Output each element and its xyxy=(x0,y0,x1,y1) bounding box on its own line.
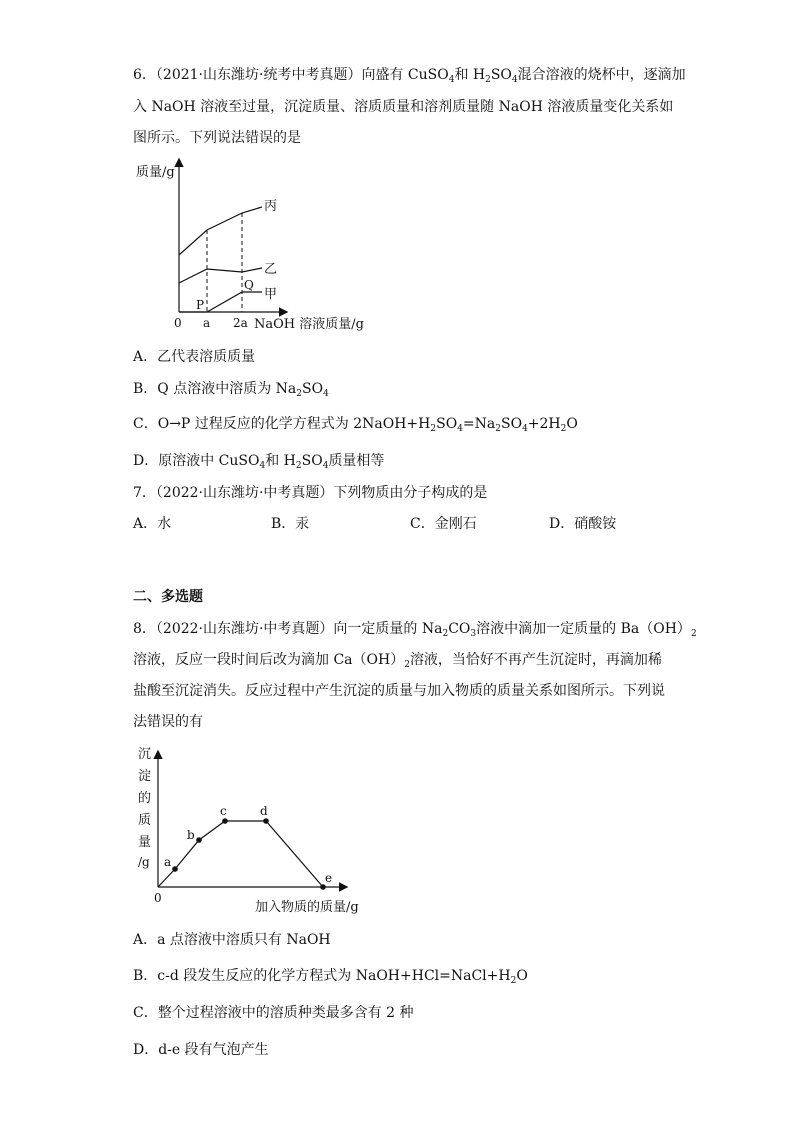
q8-label-c: c xyxy=(220,804,227,818)
subscript: 4 xyxy=(457,424,463,434)
q8-stem-line1 xyxy=(133,620,697,643)
q6-x-label: NaOH 溶液质量/g xyxy=(254,317,364,332)
q8-option-d[interactable]: D．d-e 段有气泡产生 xyxy=(133,1042,269,1058)
subscript: 2 xyxy=(690,629,697,639)
q6-y-label: 质量/g xyxy=(136,165,175,180)
option-text: +2H xyxy=(527,416,561,432)
q8-label-b: b xyxy=(187,828,195,842)
q6-text: 混合溶液的烧杯中，逐滴加 xyxy=(517,67,686,83)
q6-option-d[interactable] xyxy=(133,452,384,475)
q6-series xyxy=(179,207,262,312)
q6-label-jia: 甲 xyxy=(264,287,278,302)
option-text: O xyxy=(516,968,528,984)
subscript: 4 xyxy=(448,75,455,85)
q8-text: 溶液中滴加一定质量的 Ba（OH） xyxy=(476,621,691,637)
subscript: 2 xyxy=(404,660,410,670)
q8-text: 溶液，当恰好不再产生沉淀时，再滴加稀 xyxy=(409,652,662,668)
series-jia xyxy=(179,292,262,312)
option-text: D．原溶液中 CuSO xyxy=(133,453,260,469)
option-text: SO xyxy=(500,416,523,432)
option-text: B．c-d 段发生反应的化学方程式为 NaOH+HCl=NaCl+H xyxy=(133,968,511,984)
subscript: 2 xyxy=(430,424,437,434)
q8-y-label-2: 淀 xyxy=(138,769,152,784)
q7-stem: 7．（2022·山东潍坊·中考真题）下列物质由分子构成的是 xyxy=(133,485,488,501)
q6-stem-line2: 入 NaOH 溶液至过量，沉淀质量、溶质质量和溶剂质量随 NaOH 溶液质量变化关系如 xyxy=(133,99,674,115)
q8-origin: 0 xyxy=(154,891,162,905)
q8-stem-line4: 法错误的有 xyxy=(133,714,203,730)
q7-option-b[interactable]: B．汞 xyxy=(271,516,310,532)
q6-origin: 0 xyxy=(174,316,182,330)
q8-dot-d xyxy=(263,818,269,824)
q6-point-p: P xyxy=(196,298,205,312)
subscript: 2 xyxy=(295,461,302,471)
option-text: SO xyxy=(302,381,324,397)
q8-precipitate-curve xyxy=(158,821,323,887)
option-text: O xyxy=(566,416,578,432)
q8-x-label: 加入物质的质量/g xyxy=(255,900,359,915)
q8-text: CO xyxy=(448,621,471,637)
subscript: 3 xyxy=(470,629,477,639)
q6-number: 6． xyxy=(133,67,156,83)
subscript: 2 xyxy=(560,424,567,434)
q8-text: 溶液，反应一段时间后改为滴加 Ca（OH） xyxy=(133,652,405,668)
q8-stem-line2 xyxy=(133,651,662,674)
q8-dot-b xyxy=(196,837,202,843)
subscript: 2 xyxy=(510,976,517,986)
q8-label-e: e xyxy=(325,871,333,885)
subscript: 4 xyxy=(522,424,528,434)
subscript: 2 xyxy=(495,424,501,434)
q8-dot-e xyxy=(320,884,326,890)
q6-stem-line3: 图所示。下列说法错误的是 xyxy=(133,130,301,146)
option-text: 和 H xyxy=(265,453,296,469)
q8-option-b[interactable] xyxy=(133,967,528,990)
q8-y-label-3: 的 xyxy=(138,791,152,806)
subscript: 4 xyxy=(322,461,329,471)
q6-tick-2a: 2a xyxy=(233,316,248,330)
q6-tick-a: a xyxy=(203,316,211,330)
q8-y-label-4: 质 xyxy=(138,813,152,828)
q8-stem-line3: 盐酸至沉淀消失。反应过程中产生沉淀的质量与加入物质的质量关系如图所示。下列说 xyxy=(133,683,665,699)
q8-label-d: d xyxy=(260,804,268,818)
subscript: 2 xyxy=(296,389,302,399)
q6-option-c[interactable] xyxy=(133,415,578,438)
subscript: 4 xyxy=(323,389,329,399)
q6-label-bing: 丙 xyxy=(264,199,278,214)
q6-source: （2021·山东潍坊·统考中考真题） xyxy=(155,67,362,83)
q8-dot-a xyxy=(172,866,178,872)
q8-label-a: a xyxy=(164,855,172,869)
option-text: 质量相等 xyxy=(328,453,385,469)
q8-y-label-5: 量 xyxy=(138,835,152,850)
subscript: 2 xyxy=(442,629,449,639)
q7-option-a[interactable]: A．水 xyxy=(133,516,172,532)
q7-option-d[interactable]: D．硝酸铵 xyxy=(549,516,617,532)
q8-text: 8．（2022·山东潍坊·中考真题）向一定质量的 Na xyxy=(133,621,443,637)
subscript: 4 xyxy=(511,75,518,85)
option-text: C．O→P 过程反应的化学方程式为 2NaOH+H xyxy=(133,416,431,432)
q6-option-b[interactable] xyxy=(133,380,329,403)
q8-option-c[interactable]: C．整个过程溶液中的溶质种类最多含有 2 种 xyxy=(133,1005,414,1021)
section-title: 二、多选题 xyxy=(133,589,203,605)
q8-option-a[interactable]: A．a 点溶液中溶质只有 NaOH xyxy=(133,932,331,948)
option-text: SO xyxy=(436,416,458,432)
q6-text: 和 H xyxy=(454,67,486,83)
q6-label-yi: 乙 xyxy=(264,262,278,277)
q6-point-q: Q xyxy=(244,278,254,292)
q6-text: 向盛有 CuSO xyxy=(361,67,449,83)
q8-y-label-1: 沉 xyxy=(138,747,152,762)
option-text: =Na xyxy=(462,416,496,432)
option-text: SO xyxy=(301,453,323,469)
q7-option-c[interactable]: C．金刚石 xyxy=(410,516,477,532)
q6-text: SO xyxy=(490,67,512,83)
q8-y-label-6: /g xyxy=(138,855,150,869)
q6-option-a[interactable]: A．乙代表溶质质量 xyxy=(133,349,256,365)
subscript: 4 xyxy=(259,461,266,471)
option-text: B．Q 点溶液中溶质为 Na xyxy=(133,381,297,397)
q8-dot-c xyxy=(222,818,228,824)
subscript: 2 xyxy=(485,75,491,85)
series-bing xyxy=(179,207,262,255)
